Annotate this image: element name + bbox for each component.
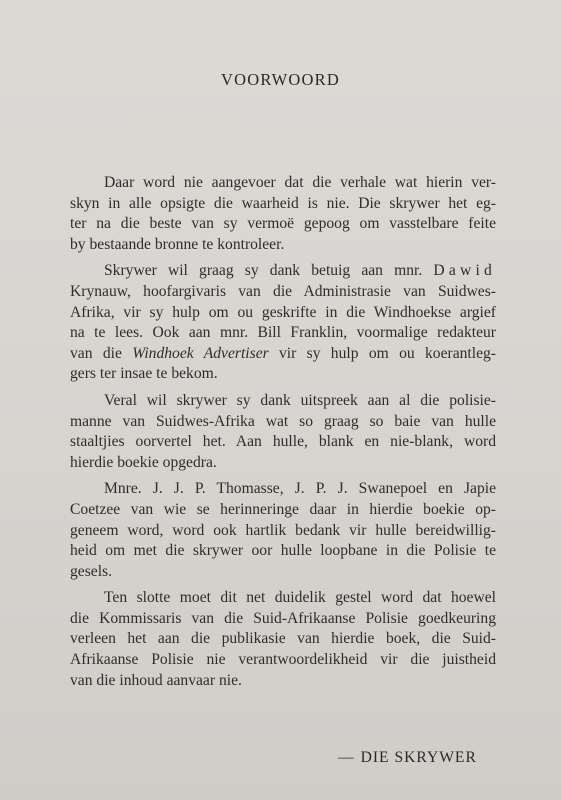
paragraph-line: skyn in alle opsigte die waarheid is nie. Die skrywer het eg- bbox=[70, 194, 496, 212]
paragraph-line: staaltjies oorvertel het. Aan hulle, blank en nie-blank, word bbox=[70, 433, 496, 451]
paragraph-line bbox=[70, 261, 496, 282]
preface-body bbox=[70, 173, 496, 691]
paragraph-line: Ten slotte moet dit net duidelik gestel word dat hoewel bbox=[104, 589, 496, 607]
paragraph-line-text: vir sy hulp om ou koerantleg- bbox=[279, 344, 496, 362]
paragraph-line: manne van Suidwes-Afrika wat so graag so baie van hulle bbox=[70, 412, 496, 430]
paragraph-line: die Kommissaris van die Suid-Afrikaanse Polisie goedkeuring bbox=[70, 609, 496, 627]
paragraph-line: van die inhoud aanvaar nie. bbox=[70, 671, 242, 689]
paragraph-line: Afrika, vir sy hulp om ou geskrifte in die Windhoekse argief bbox=[70, 303, 496, 321]
paragraph-4 bbox=[70, 479, 496, 582]
author-signature bbox=[338, 749, 477, 767]
paragraph-line: heid om met die skrywer oor hulle loopbane in die Polisie te bbox=[70, 542, 496, 560]
signature-dash: — bbox=[338, 749, 355, 766]
signature-text: DIE SKRYWER bbox=[360, 749, 477, 766]
paragraph-line: gesels. bbox=[70, 562, 113, 580]
paragraph-line: Mnre. J. J. P. Thomasse, J. P. J. Swanepoel en Japie bbox=[104, 480, 496, 498]
paragraph-line: hierdie boekie opgedra. bbox=[70, 453, 217, 471]
paragraph-5 bbox=[70, 588, 496, 691]
italic-newspaper-title: Windhoek Advertiser bbox=[132, 344, 269, 362]
spaced-name: Dawid bbox=[433, 262, 496, 280]
paragraph-2 bbox=[70, 261, 496, 385]
paragraph-line: na te lees. Ook aan mnr. Bill Franklin, voormalige redakteur bbox=[70, 324, 496, 342]
paragraph-line: geneem word, word ook hartlik bedank vir hulle bereidwillig- bbox=[70, 521, 496, 539]
paragraph-line-text: Skrywer wil graag sy dank betuig aan mnr. bbox=[104, 262, 423, 280]
paragraph-line: by bestaande bronne te kontroleer. bbox=[70, 235, 285, 253]
paragraph-line: Krynauw, hoofargivaris van die Administrasie van Suidwes- bbox=[70, 282, 496, 300]
paragraph-line: verleen het aan die publikasie van hierdie boek, die Suid- bbox=[70, 630, 496, 648]
paragraph-line-text: van die bbox=[70, 344, 122, 362]
paragraph-line: Veral wil skrywer sy dank uitspreek aan al die polisie- bbox=[104, 391, 496, 409]
paragraph-line: Daar word nie aangevoer dat die verhale wat hierin ver- bbox=[104, 174, 496, 191]
paragraph-line: Afrikaanse Polisie nie verantwoordelikheid vir die juistheid bbox=[70, 651, 496, 669]
paragraph-line: ter na die beste van sy vermoë gepoog om vasstelbare feite bbox=[70, 215, 496, 233]
paragraph-line bbox=[70, 344, 496, 365]
page-title: VOORWOORD bbox=[221, 70, 340, 89]
paragraph-line: Coetzee van wie se herinneringe daar in hierdie boekie op- bbox=[70, 500, 496, 518]
paragraph-line: gers ter insae te bekom. bbox=[70, 365, 218, 383]
paragraph-1 bbox=[70, 173, 496, 255]
paragraph-3 bbox=[70, 391, 496, 473]
